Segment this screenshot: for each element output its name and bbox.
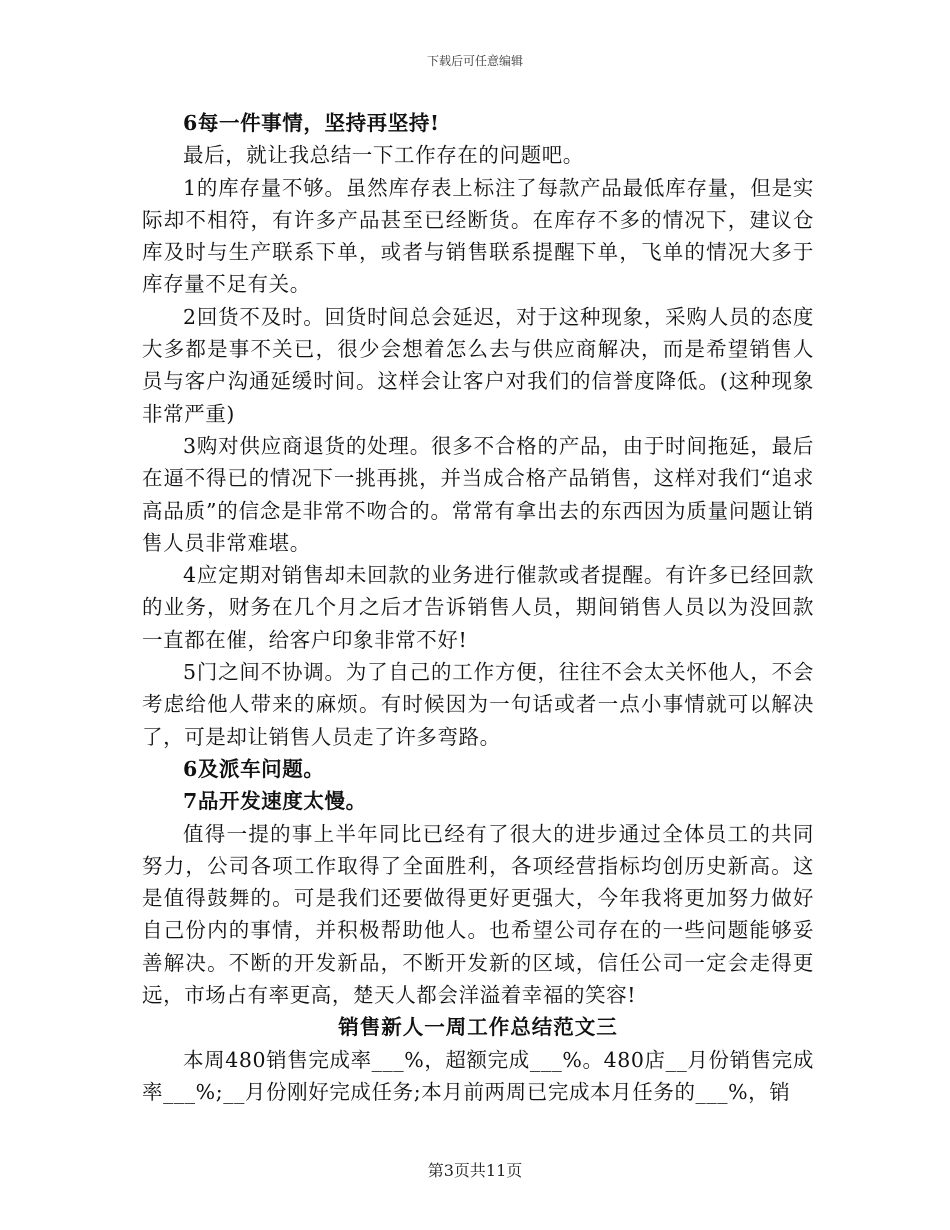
paragraph-problem-5: 5门之间不协调。为了自己的工作方便，往往不会太关怀他人，不会考虑给他人带来的麻烦。有时候因为一句话或者一点小事情就可以解决了，可是却让销售人员走了许多弯路。	[142, 660, 814, 749]
heading-point-6: 6每一件事情，坚持再坚持!	[183, 111, 440, 135]
heading-problem-7: 7品开发速度太慢。	[183, 789, 367, 814]
page-number: 第3页共11页	[427, 1161, 523, 1180]
document-body	[142, 107, 814, 1108]
paragraph-weekly-summary: 本周480销售完成率___%，超额完成___%。480店__月份销售完成率___%;__月份刚好完成任务;本月前两周已完成本月任务的___%，销	[142, 1047, 814, 1104]
paragraph-problem-2: 2回货不及时。回货时间总会延迟，对于这种现象，采购人员的态度大多都是事不关已，很少会想着怎么去与供应商解决，而是希望销售人员与客户沟通延缓时间。这样会让客户对我们的信誉度降低。(这种现象非常严重)	[142, 304, 814, 426]
heading-problem-6: 6及派车问题。	[183, 756, 325, 781]
section-title: 销售新人一周工作总结范文三	[338, 1015, 618, 1040]
page-header-note: 下载后可任意编辑	[426, 54, 523, 68]
paragraph-problems-intro: 最后，就让我总结一下工作存在的问题吧。	[183, 143, 584, 168]
paragraph-problem-1: 1的库存量不够。虽然库存表上标注了每款产品最低库存量，但是实际却不相符，有许多产品甚至已经断货。在库存不多的情况下，建议仓库及时与生产联系下单，或者与销售联系提醒下单，飞单的情况大多于库存量不足有关。	[142, 175, 814, 297]
paragraph-conclusion: 值得一提的事上半年同比已经有了很大的进步通过全体员工的共同努力，公司各项工作取得了全面胜利，各项经营指标均创历史新高。这是值得鼓舞的。可是我们还要做得更好更强大，今年我将更加努力做好自己份内的事情，并积极帮助他人。也希望公司存在的一些问题能够妥善解决。不断的开发新品，不断开发新的区域，信任公司一定会走得更远，市场占有率更高，楚天人都会洋溢着幸福的笑容!	[142, 821, 814, 1008]
paragraph-problem-4: 4应定期对销售却未回款的业务进行催款或者提醒。有许多已经回款的业务，财务在几个月之后才告诉销售人员，期间销售人员以为没回款一直都在催，给客户印象非常不好!	[142, 563, 814, 652]
paragraph-problem-3: 3购对供应商退货的处理。很多不合格的产品，由于时间拖延，最后在逼不得已的情况下一挑再挑，并当成合格产品销售，这样对我们“追求高品质”的信念是非常不吻合的。常常有拿出去的东西因为质量问题让销售人员非常难堪。	[142, 433, 814, 555]
